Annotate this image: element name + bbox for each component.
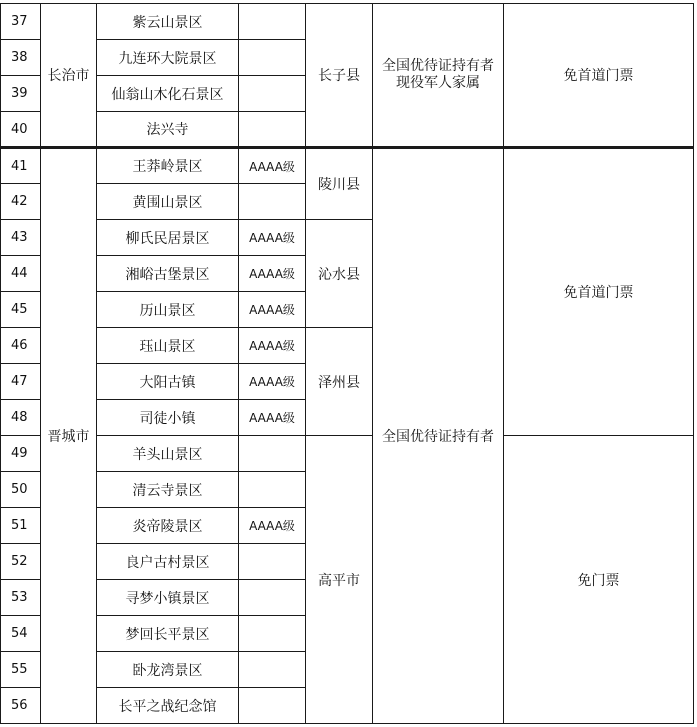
scenic-spot-level: AAAA级 xyxy=(239,508,306,544)
scenic-spot-name: 长平之战纪念馆 xyxy=(97,688,239,724)
scenic-spot-name: 湘峪古堡景区 xyxy=(97,256,239,292)
eligibility-line: 全国优待证持有者 xyxy=(382,58,494,74)
scenic-spots-table xyxy=(0,3,694,724)
row-number: 45 xyxy=(1,292,41,328)
county-cell: 沁水县 xyxy=(306,220,373,328)
row-number: 52 xyxy=(1,544,41,580)
table-row xyxy=(1,4,694,40)
scenic-spot-level: AAAA级 xyxy=(239,292,306,328)
row-number: 37 xyxy=(1,4,41,40)
eligibility-cell xyxy=(373,4,504,148)
row-number: 40 xyxy=(1,112,41,148)
scenic-spot-level xyxy=(239,112,306,148)
ticket-policy-cell: 免门票 xyxy=(504,436,694,724)
row-number: 54 xyxy=(1,616,41,652)
scenic-spot-name: 王莽岭景区 xyxy=(97,148,239,184)
scenic-spot-level xyxy=(239,472,306,508)
row-number: 51 xyxy=(1,508,41,544)
scenic-spot-level: AAAA级 xyxy=(239,220,306,256)
table-row xyxy=(1,436,694,472)
scenic-spot-name: 珏山景区 xyxy=(97,328,239,364)
scenic-spot-level xyxy=(239,652,306,688)
scenic-spot-name: 梦回长平景区 xyxy=(97,616,239,652)
scenic-spot-name: 柳氏民居景区 xyxy=(97,220,239,256)
scenic-spot-name: 大阳古镇 xyxy=(97,364,239,400)
eligibility-cell: 全国优待证持有者 xyxy=(373,148,504,724)
scenic-spot-name: 清云寺景区 xyxy=(97,472,239,508)
scenic-spot-name: 仙翁山木化石景区 xyxy=(97,76,239,112)
city-cell: 晋城市 xyxy=(41,148,97,724)
scenic-spot-level xyxy=(239,544,306,580)
ticket-policy-cell: 免首道门票 xyxy=(504,148,694,436)
scenic-spot-name: 卧龙湾景区 xyxy=(97,652,239,688)
row-number: 48 xyxy=(1,400,41,436)
row-number: 38 xyxy=(1,40,41,76)
scenic-spot-level xyxy=(239,4,306,40)
scenic-spot-name: 寻梦小镇景区 xyxy=(97,580,239,616)
row-number: 55 xyxy=(1,652,41,688)
scenic-spot-level xyxy=(239,580,306,616)
scenic-spot-level xyxy=(239,616,306,652)
row-number: 56 xyxy=(1,688,41,724)
county-cell: 长子县 xyxy=(306,4,373,148)
scenic-spot-name: 炎帝陵景区 xyxy=(97,508,239,544)
scenic-spot-name: 历山景区 xyxy=(97,292,239,328)
row-number: 49 xyxy=(1,436,41,472)
scenic-spot-level xyxy=(239,40,306,76)
eligibility-line: 现役军人家属 xyxy=(396,75,480,91)
scenic-spot-level xyxy=(239,688,306,724)
table-row xyxy=(1,148,694,184)
row-number: 53 xyxy=(1,580,41,616)
scenic-spot-level xyxy=(239,436,306,472)
scenic-spot-name: 黄围山景区 xyxy=(97,184,239,220)
scenic-spot-level: AAAA级 xyxy=(239,148,306,184)
row-number: 39 xyxy=(1,76,41,112)
scenic-spot-level: AAAA级 xyxy=(239,256,306,292)
scenic-spot-name: 九连环大院景区 xyxy=(97,40,239,76)
row-number: 43 xyxy=(1,220,41,256)
scenic-spot-level xyxy=(239,184,306,220)
scenic-spot-name: 司徒小镇 xyxy=(97,400,239,436)
county-cell: 泽州县 xyxy=(306,328,373,436)
row-number: 41 xyxy=(1,148,41,184)
scenic-spot-name: 良户古村景区 xyxy=(97,544,239,580)
scenic-spot-name: 紫云山景区 xyxy=(97,4,239,40)
scenic-spot-level: AAAA级 xyxy=(239,364,306,400)
ticket-policy-cell: 免首道门票 xyxy=(504,4,694,148)
scenic-spot-name: 羊头山景区 xyxy=(97,436,239,472)
scenic-spot-name: 法兴寺 xyxy=(97,112,239,148)
scenic-spot-level: AAAA级 xyxy=(239,328,306,364)
scenic-spot-level: AAAA级 xyxy=(239,400,306,436)
row-number: 47 xyxy=(1,364,41,400)
row-number: 46 xyxy=(1,328,41,364)
county-cell: 陵川县 xyxy=(306,148,373,220)
county-cell: 高平市 xyxy=(306,436,373,724)
scenic-spot-level xyxy=(239,76,306,112)
row-number: 42 xyxy=(1,184,41,220)
row-number: 50 xyxy=(1,472,41,508)
row-number: 44 xyxy=(1,256,41,292)
city-cell: 长治市 xyxy=(41,4,97,148)
